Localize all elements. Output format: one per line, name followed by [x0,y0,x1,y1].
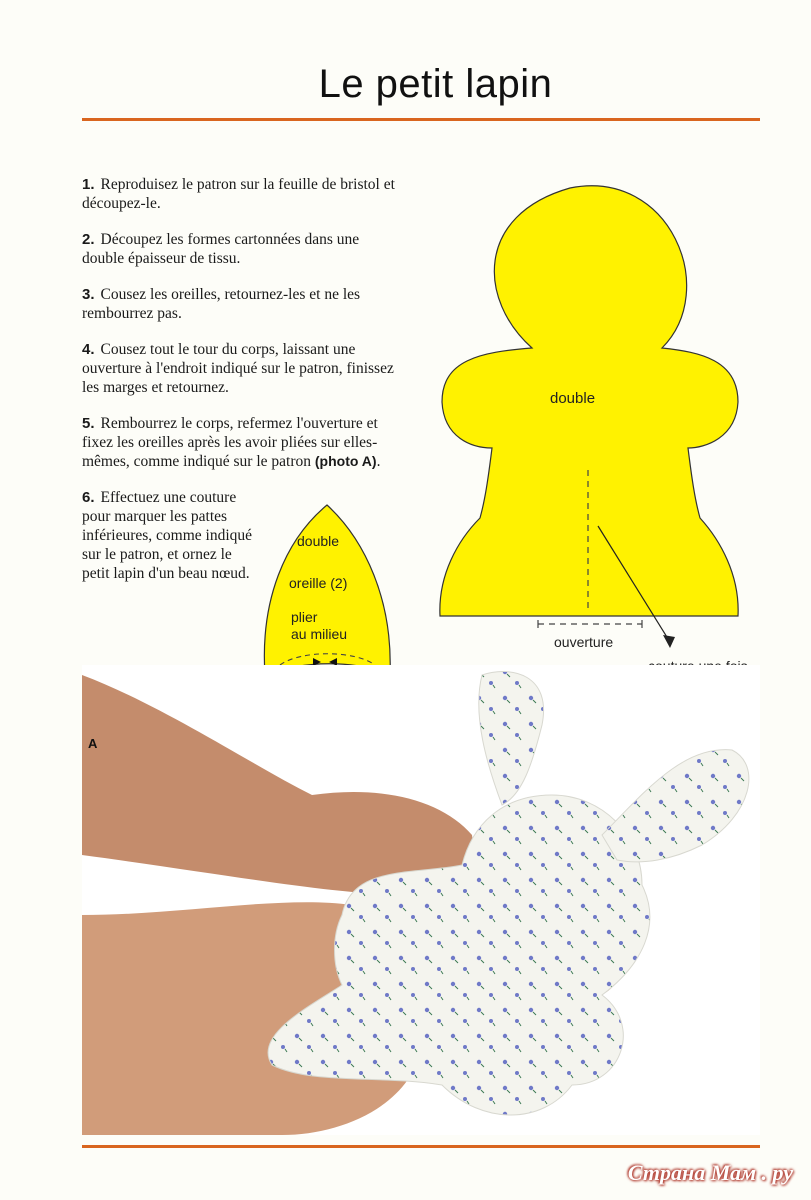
step-number: 5. [82,415,95,432]
ear-double-label: double [297,533,340,549]
step-number: 6. [82,489,95,506]
page-title: Le petit lapin [318,62,553,106]
footer-divider [82,1145,760,1148]
step-3 [82,285,402,323]
bunny-photo [82,665,760,1135]
step-number: 2. [82,231,95,248]
step-1 [82,175,402,213]
site-watermark: Страна Мам . ру [627,1160,793,1185]
step-number: 3. [82,286,95,303]
step-text: Découpez les formes cartonnées dans une double épaisseur de tissu. [82,231,360,267]
body-double-label: double [550,390,596,407]
title-divider [82,118,760,121]
photo-label: A [88,736,98,751]
body-pattern [420,180,760,700]
step-4 [82,340,402,397]
ear-name-label: oreille (2) [289,575,348,591]
ear-fold-label-1: plier [291,609,318,625]
step-number: 1. [82,176,95,193]
step-text: Rembourrez le corps, refermez l'ouverture et fixez les oreilles après les avoir pliées sur elles-mêmes, comme indiqué sur le patron [82,415,378,470]
step-text: Cousez les oreilles, retournez-les et ne les rembourrez pas. [82,286,361,322]
body-opening-label: ouverture [554,634,614,650]
photo-reference: (photo A) [314,453,377,469]
step-6 [82,488,260,583]
step-5 [82,414,402,471]
step-text-end: . [376,453,381,470]
step-number: 4. [82,341,95,358]
note-arrow-head [663,635,675,648]
step-text: Effectuez une couture pour marquer les pattes inférieures, comme indiqué sur le patron, et ornez le petit lapin d'un beau nœud. [82,489,253,582]
step-2 [82,230,402,268]
step-text: Reproduisez le patron sur la feuille de bristol et découpez-le. [82,176,395,212]
step-text: Cousez tout le tour du corps, laissant une ouverture à l'endroit indiqué sur le patron, finissez les marges et retournez. [82,341,394,396]
ear-fold-label-2: au milieu [291,626,348,642]
